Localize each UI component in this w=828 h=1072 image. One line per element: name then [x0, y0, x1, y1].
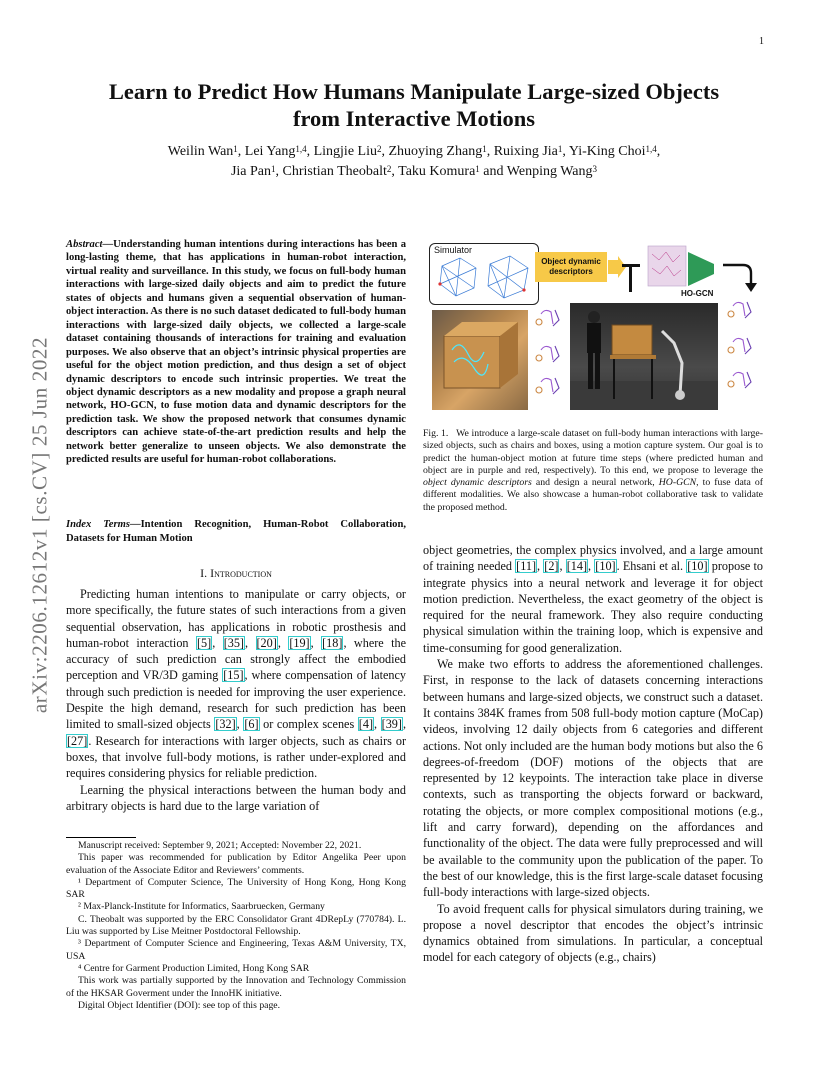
network-label: HO-GCN — [681, 289, 714, 298]
index-terms-text: —Intention Recognition, Human-Robot Collaboration, Datasets for Human Motion — [66, 519, 406, 544]
author-name: Jia Pan — [230, 164, 272, 179]
section-heading-text: I. Introduction — [200, 566, 272, 580]
body-paragraph: To avoid frequent calls for physical simulators during training, we propose a novel descriptor that encodes the object’s intrinsic dynamics obtained from simulations. In particular, a conceptual model for each category of objects (e.g., chairs) — [423, 901, 763, 965]
footnote: C. Theobalt was supported by the ERC Consolidator Grant 4DRepLy (770784). L. Liu was supported by Lise Meitner Postdoctoral Fellowship. — [66, 913, 406, 938]
footnote: ⁴ Centre for Garment Production Limited, Hong Kong SAR — [78, 962, 310, 974]
author-name: Taku Komura — [398, 164, 476, 179]
arxiv-stamp-text: arXiv:2206.12612v1 [cs.CV] 25 Jun 2022 — [27, 336, 52, 714]
footnote: Manuscript received: September 9, 2021; Accepted: November 22, 2021. — [78, 840, 362, 851]
citation-link[interactable]: [10] — [687, 559, 708, 574]
citation-link[interactable]: [2] — [544, 559, 559, 574]
author-affiliation: 1 — [482, 144, 487, 154]
citation-link[interactable]: [4] — [358, 717, 374, 732]
footnote: ³ Department of Computer Science and Engineering, Texas A&M University, TX, USA — [66, 938, 406, 962]
author-affiliation: 3 — [592, 164, 598, 174]
abstract — [66, 238, 406, 467]
author-line-1: Weilin Wan$^1$, Lei Yang$^{1,4}$, Lingjie Liu$^2$, Zhuoying Zhang$^1$, Ruixing Jia$^1$, Yi-King Choi$^{1,4}$, — [167, 144, 661, 159]
footnote: This work was partially supported by the Innovation and Technology Commission of the HKSAR Goverment under the InnoHK initiative. — [66, 975, 406, 999]
author-affiliation: 1 — [271, 164, 276, 174]
arxiv-stamp — [20, 290, 60, 760]
author-affiliation: 1,4 — [295, 144, 307, 154]
body-paragraph: object geometries, the complex physics involved, and a large amount of training needed [11], [2], [14], [10]. Ehsani et al. [10] propose to integrate physics into a neural network and leverage it for object motion prediction. Nevertheless, the exact geometry of the object is required for the neural framework. They also require conducting physical simulation within the training loop, which is expensive and time-consuming for good generalization. — [423, 543, 764, 655]
citation-link[interactable]: [39] — [381, 717, 402, 732]
title-line-2: from Interactive Motions — [292, 106, 536, 131]
title-line-1: Learn to Predict How Humans Manipulate Large-sized Objects — [108, 79, 720, 104]
italic-term: object dynamic descriptors — [423, 477, 532, 489]
figure-caption-label: Fig. 1. — [423, 428, 449, 439]
body-paragraph: We make two efforts to address the aforementioned challenges. First, in response to the lack of datasets concerning interactions between humans and large-sized objects, we construct such a dataset. It contains 384K frames from 508 full-body motion capture (MoCap) videos, involving 12 daily objects from 6 categories and different actions. Not only included are the human body motions but also the 6 degrees-of-freedom (DOF) motions of the objects that are represented by 12 keypoints. The interaction take place in diverse contexts, such as transporting the objects forward or backward, rotating the objects, or more complex compositional motions (e.g., lift and carry forward), depending on the affordances and functionality of the object. The data were fully preprocessed and will be available to the community upon the publication of the paper. To the best of our knowledge, this is the first large-scale dataset focusing full-body interactions with large-sized objects. — [423, 657, 763, 900]
author-name: Wenping Wang — [506, 164, 593, 179]
citation-link[interactable]: [32] — [215, 717, 236, 732]
motion-prediction-sketches — [423, 240, 763, 412]
left-column-body — [66, 586, 406, 814]
citation-link[interactable]: [20] — [256, 635, 277, 650]
author-affiliation: 2 — [376, 144, 382, 154]
citation-link[interactable]: [19] — [289, 635, 310, 650]
citation-link[interactable]: [18] — [322, 635, 343, 650]
right-column-body — [423, 542, 763, 966]
author-name: Yi-King Choi — [568, 144, 646, 159]
italic-term: HO-GCN — [658, 477, 697, 489]
footnote: ¹ Department of Computer Science, The University of Hong Kong, Hong Kong SAR — [66, 876, 406, 901]
author-list — [70, 142, 758, 182]
citation-link[interactable]: [27] — [67, 733, 88, 748]
author-name: Lingjie Liu — [313, 144, 377, 159]
descriptor-label: Object dynamic descriptors — [541, 257, 601, 276]
figure-1 — [423, 240, 763, 412]
figure-caption-text: We introduce a large-scale dataset on full-body human interactions with large-sized objects, such as chairs and boxes, using a motion capture system. Our goal is to predict the human-object motion at future time steps (where predicted human and object are in purple and red, respectively). To this end, we propose to leverage the object dynamic descriptors and design a neural network, HO-GCN, to fuse data of different modalities. We also showcase a human-robot collaborative task to validate the proposed method. — [423, 428, 763, 513]
figure-1-caption — [423, 428, 763, 514]
citation-link[interactable]: [11] — [516, 559, 537, 574]
section-heading — [66, 566, 406, 581]
page-number: 1 — [759, 36, 764, 47]
author-name: Weilin Wan — [167, 144, 234, 159]
abstract-label: Abstract — [66, 239, 103, 250]
author-name: Zhuoying Zhang — [388, 144, 483, 159]
index-terms-label: Index Terms — [66, 519, 130, 530]
author-name: Lei Yang — [244, 144, 296, 159]
author-affiliation: 1 — [475, 164, 480, 174]
citation-link[interactable]: [15] — [223, 668, 244, 683]
citation-link[interactable]: [6] — [244, 717, 259, 732]
body-paragraph: Predicting human intentions to manipulate or carry objects, or more specifically, the future states of such interactions from a given sequential observation, has applications in robotic prosthesis and human-robot interaction [5], [35], [20], [19], [18], where the accuracy of such prediction can strongly affect the embodied perception and VR/3D gaming [15], where compensation of latency through such prediction is needed for improving the user experience. Despite the high demand, research for such prediction has been limited to small-sized objects [32], [6] or complex scenes [4], [39], [27]. Research for interactions with larger objects, such as chairs or boxes, that involve full-body motions, is rather under-explored and requires considering physics for reliable prediction. — [66, 587, 407, 781]
citation-link[interactable]: [14] — [566, 559, 588, 574]
footnote-rule — [66, 837, 136, 838]
footnote: ² Max-Planck-Institute for Informatics, Saarbruecken, Germany — [78, 901, 325, 913]
footnote-list — [66, 840, 406, 1012]
citation-link[interactable]: [5] — [196, 635, 212, 650]
body-paragraph: Learning the physical interactions between the human body and arbitrary objects is hard due to the large variation of — [66, 782, 406, 813]
paper-title — [70, 78, 758, 132]
author-affiliation: 1 — [233, 144, 238, 154]
footnote: Digital Object Identifier (DOI): see top of this page. — [78, 999, 281, 1011]
footnote: This paper was recommended for publication by Editor Angelika Peer upon evaluation of the Associate Editor and Reviewers’ comments. — [66, 852, 406, 876]
footnotes — [66, 837, 406, 1012]
simulator-label: Simulator — [434, 245, 473, 255]
author-affiliation: 1 — [557, 144, 563, 154]
author-affiliation: 2 — [386, 164, 392, 174]
author-name: Christian Theobalt — [282, 164, 387, 179]
citation-link[interactable]: [10] — [595, 559, 616, 574]
abstract-text: —Understanding human intentions during interactions has been a long-lasting theme, that has applications in human-robot interaction, virtual reality and surveillance. In this study, we focus on full-body human interactions with large-sized daily objects and aim to predict the future states of objects and humans given a sequential observation of human-object interaction. As there is no such dataset dedicated to full-body human interactions with large-sized daily objects, we collected a large-scale dataset containing thousands of interactions for training and evaluation purposes. We also observe that an object’s intrinsic physical properties are useful for the object motion prediction, and thus design a set of object dynamic descriptors to encode such intrinsic properties. We treat the object dynamic descriptors as a new modality and propose a graph neural network, HO-GCN, to fuse motion data and dynamic descriptors for the prediction task. We show the proposed network that consumes dynamic descriptors can achieve state-of-the-art prediction results and help the network better generalize to unseen objects. We also demonstrate the predicted results are useful for human-robot collaborations. — [66, 239, 406, 466]
citation-link[interactable]: [35] — [223, 635, 244, 650]
author-line-2: Jia Pan$^1$, Christian Theobalt$^2$, Taku Komura$^1$ and Wenping Wang$^3$ — [230, 164, 598, 179]
author-affiliation: 1,4 — [645, 144, 657, 154]
author-name: Ruixing Jia — [493, 144, 558, 159]
index-terms — [66, 518, 406, 545]
